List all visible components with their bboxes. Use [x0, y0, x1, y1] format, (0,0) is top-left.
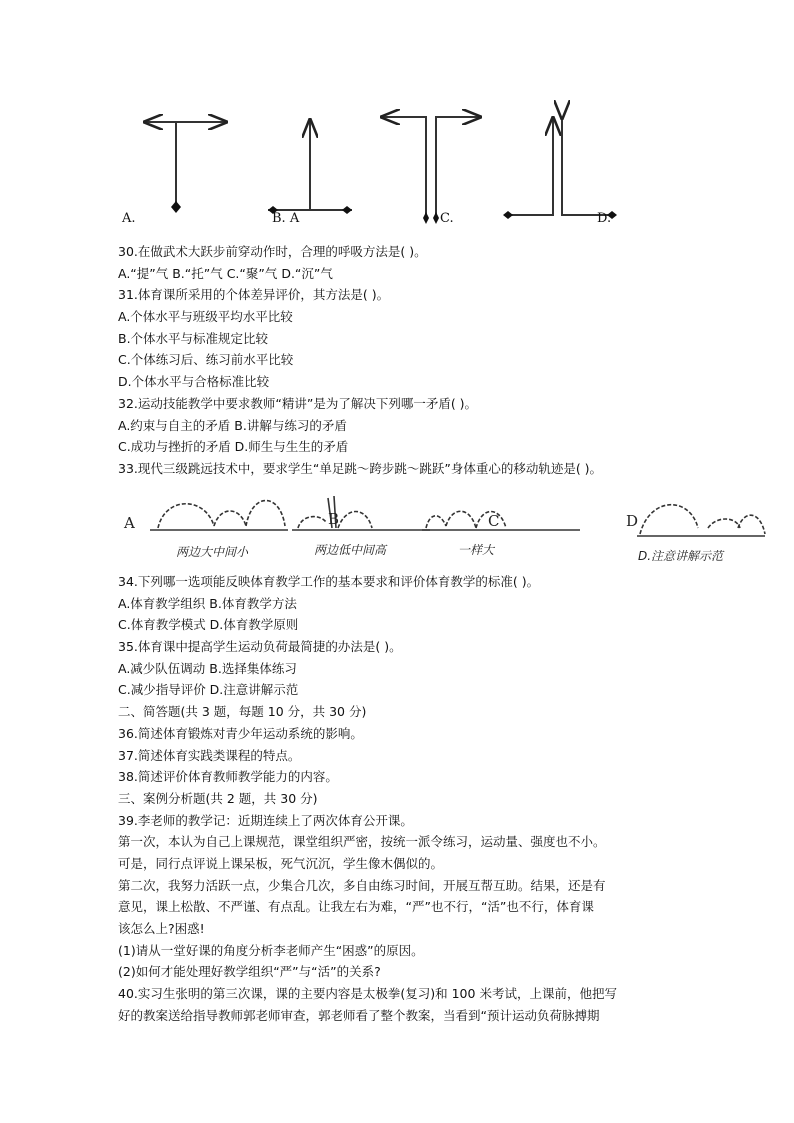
questions-30-33 [118, 241, 602, 480]
section-heading: 三、案例分析题(共 2 题，共 30 分) [118, 790, 318, 806]
text-line: A.减少队伍调动 B.选择集体练习 [118, 660, 297, 676]
option-a-diagram [145, 122, 226, 206]
q33-handwritten-diagram [110, 492, 790, 568]
text-line: 第二次，我努力活跃一点，少集合几次，多自由练习时间，开展互帮互助。结果，还是有 [118, 877, 606, 893]
text-line: 38.简述评价体育教师教学能力的内容。 [118, 769, 338, 785]
text-line: 31.体育课所采用的个体差异评价，其方法是( )。 [118, 287, 390, 303]
text-line: 34.下列哪一选项能反映体育教学工作的基本要求和评价体育教学的标准( )。 [118, 574, 540, 589]
text-line: A.个体水平与班级平均水平比较 [118, 309, 293, 325]
text-line: C.体育教学模式 D.体育教学原则 [118, 617, 299, 633]
text-line: A.体育教学组织 B.体育教学方法 [118, 595, 297, 611]
option-b-label: B. A [272, 211, 300, 226]
text-line: 35.体育课中提高学生运动负荷最简捷的办法是( )。 [118, 639, 402, 655]
option-d-label: D. [597, 211, 612, 226]
handwritten-note: D.注意讲解示范 [638, 549, 724, 563]
option-c-label: C [488, 512, 500, 530]
text-line: 好的教案送给指导教师郭老师审查，郭老师看了整个教案，当看到“预计运动负荷脉搏期 [118, 1007, 600, 1023]
text-line: (2)如何才能处理好教学组织“严”与“活”的关系? [118, 964, 381, 980]
option-b-label: B [328, 510, 340, 528]
text-line: 40.实习生张明的第三次课，课的主要内容是太极拳(复习)和 100 米考试，上课前，他把写 [118, 986, 617, 1002]
text-line: C.个体练习后、练习前水平比较 [118, 352, 294, 368]
section-heading: 二、简答题(共 3 题，每题 10 分，共 30 分) [118, 704, 367, 720]
option-a-label: A. [122, 211, 136, 226]
text-line: (1)请从一堂好课的角度分析李老师产生“困惑”的原因。 [118, 942, 424, 958]
option-a-label: A [124, 514, 135, 532]
option-d-diagram [505, 118, 610, 215]
text-line: 该怎么上?困惑! [118, 921, 205, 936]
text-line: A.“提”气 B.“托”气 C.“聚”气 D.“沉”气 [118, 265, 333, 281]
text-line: 第一次，本认为自己上课规范，课堂组织严密，按统一派令练习，运动量、强度也不小。 [118, 834, 606, 850]
option-c-label: C. [440, 211, 454, 226]
text-line: 意见，课上松散、不严谨、有点乱。让我左右为难，“严”也不行，“活”也不行，体育课 [118, 899, 594, 915]
handwritten-note: 两边低中间高 [314, 543, 387, 557]
text-line: C.成功与挫折的矛盾 D.师生与生生的矛盾 [118, 439, 349, 455]
text-line: 可是，同行点评说上课呆板，死气沉沉，学生像木偶似的。 [118, 855, 444, 871]
option-d-label: D [626, 512, 639, 530]
text-line: 30.在做武术大跃步前穿动作时，合理的呼吸方法是( )。 [118, 244, 427, 259]
text-line: 32.运动技能教学中要求教师“精讲”是为了解决下列哪一矛盾( )。 [118, 395, 478, 411]
handwritten-note: 两边大中间小 [176, 545, 249, 559]
text-line: B.个体水平与标准规定比较 [118, 330, 269, 346]
option-c-diagram [382, 117, 480, 218]
text-line: C.减少指导评价 D.注意讲解示范 [118, 682, 299, 698]
text-line: 39.李老师的教学记：近期连续上了两次体育公开课。 [118, 812, 413, 828]
text-line: D.个体水平与合格标准比较 [118, 374, 270, 390]
text-line: A.约束与自主的矛盾 B.讲解与练习的矛盾 [118, 417, 347, 433]
questions-34-40 [118, 571, 617, 1026]
text-line: 36.简述体育锻炼对青少年运动系统的影响。 [118, 725, 363, 741]
handwritten-note: 一样大 [458, 543, 495, 557]
text-line: 37.简述体育实践类课程的特点。 [118, 747, 301, 763]
text-line: 33.现代三级跳远技术中，要求学生“单足跳～跨步跳～跳跃”身体重心的移动轨迹是( )。 [118, 460, 603, 476]
option-b-diagram [268, 120, 352, 210]
